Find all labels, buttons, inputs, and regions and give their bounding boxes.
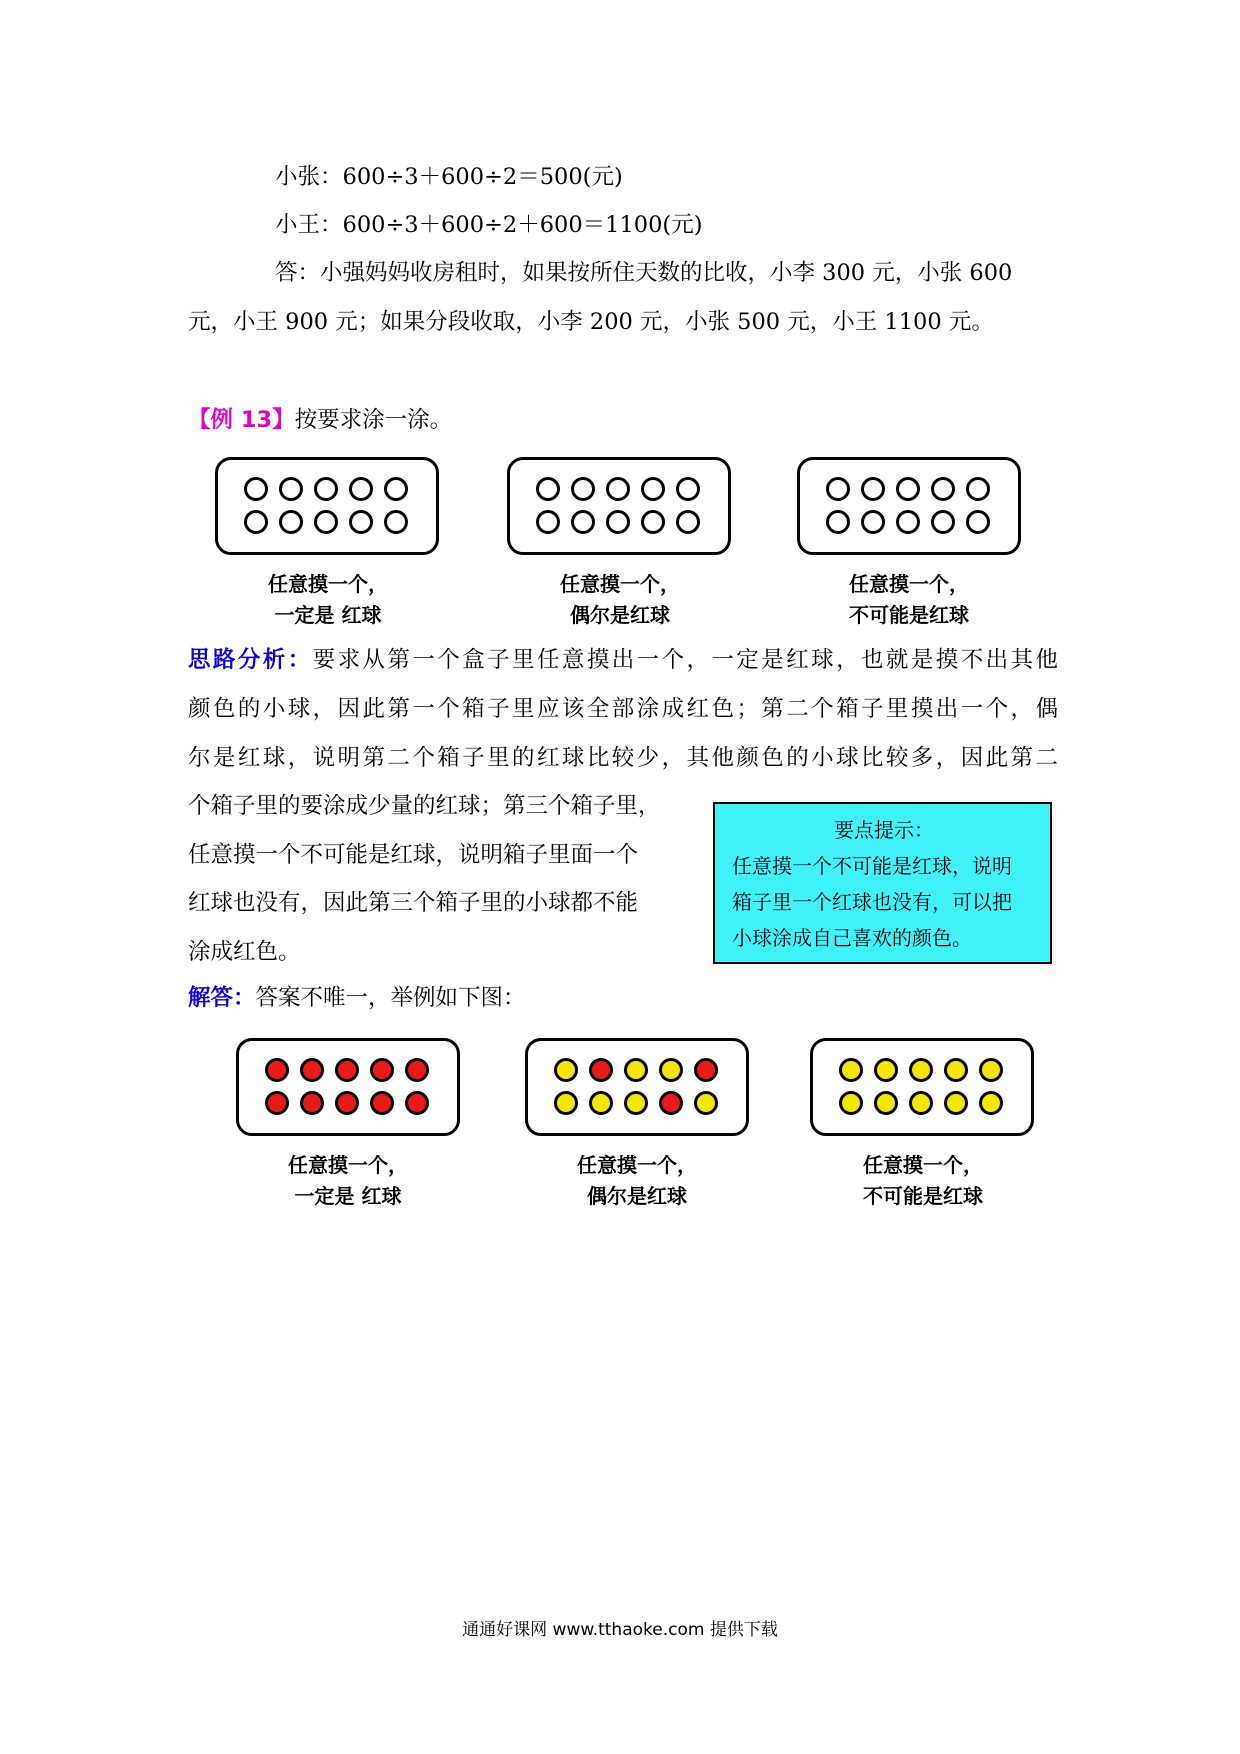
yellow-ball <box>839 1091 863 1115</box>
caption-line: 不可能是红球 <box>849 603 969 627</box>
caption-line: 任意摸一个， <box>560 572 680 596</box>
calc-line-wang: 小王：600÷3＋600÷2＋600＝1100(元) <box>275 212 703 238</box>
analysis-line-6: 红球也没有，因此第三个箱子里的小球都不能 <box>188 890 639 916</box>
answer-line-1: 答：小强妈妈收房租时，如果按所住天数的比收，小李 300 元，小张 600 <box>275 260 1013 286</box>
calc-line-zhang: 小张：600÷3＋600÷2＝500(元) <box>275 164 623 190</box>
yellow-ball <box>589 1091 613 1115</box>
caption-line: 任意摸一个， <box>577 1153 697 1177</box>
caption-line: 偶尔是红球 <box>587 1184 687 1208</box>
red-ball <box>335 1058 359 1082</box>
ball <box>641 477 665 501</box>
ball <box>314 477 338 501</box>
tip-box <box>713 802 1052 964</box>
ball <box>571 477 595 501</box>
answer-caption-3 <box>808 1150 1038 1212</box>
ball <box>536 510 560 534</box>
tip-line: 小球涂成自己喜欢的颜色。 <box>732 926 972 950</box>
yellow-ball <box>874 1091 898 1115</box>
red-ball <box>370 1091 394 1115</box>
caption-line: 不可能是红球 <box>863 1184 983 1208</box>
ball <box>571 510 595 534</box>
caption-line: 一定是 红球 <box>294 1184 402 1208</box>
ball <box>931 477 955 501</box>
yellow-ball <box>979 1058 1003 1082</box>
analysis-line-4: 个箱子里的要涂成少量的红球；第三个箱子里， <box>188 793 661 819</box>
tip-line: 任意摸一个不可能是红球，说明 <box>732 854 1012 878</box>
solution-heading <box>188 983 526 1013</box>
ball <box>384 477 408 501</box>
red-ball <box>265 1091 289 1115</box>
ball <box>966 477 990 501</box>
ball-grid <box>554 1058 718 1115</box>
ball <box>244 510 268 534</box>
ball <box>641 510 665 534</box>
yellow-ball <box>694 1091 718 1115</box>
yellow-ball <box>839 1058 863 1082</box>
caption-line: 任意摸一个， <box>849 572 969 596</box>
question-caption-2 <box>505 569 735 631</box>
ball <box>826 477 850 501</box>
question-box-3 <box>797 457 1021 555</box>
tip-title: 要点提示： <box>834 818 934 842</box>
question-box-1 <box>215 457 439 555</box>
footer-text: 通通好课网 www.tthaoke.com 提供下载 <box>462 1620 778 1640</box>
yellow-ball <box>909 1091 933 1115</box>
ball <box>384 510 408 534</box>
ball <box>314 510 338 534</box>
analysis-line-3: 尔是红球，说明第二个箱子里的红球比较少，其他颜色的小球比较多，因此第二 <box>188 745 1058 771</box>
yellow-ball <box>659 1058 683 1082</box>
ball <box>861 510 885 534</box>
yellow-ball <box>624 1058 648 1082</box>
yellow-ball <box>554 1091 578 1115</box>
answer-caption-1 <box>233 1150 463 1212</box>
question-caption-3 <box>794 569 1024 631</box>
ball <box>349 477 373 501</box>
answer-box-1 <box>236 1038 460 1136</box>
red-ball <box>335 1091 359 1115</box>
caption-line: 任意摸一个， <box>863 1153 983 1177</box>
red-ball <box>370 1058 394 1082</box>
ball <box>349 510 373 534</box>
caption-line: 任意摸一个， <box>268 572 388 596</box>
ball-grid <box>244 477 408 534</box>
tip-line: 箱子里一个红球也没有，可以把 <box>732 890 1012 914</box>
yellow-ball <box>624 1091 648 1115</box>
ball-grid <box>265 1058 429 1115</box>
example-heading <box>188 405 452 435</box>
analysis-line-7: 涂成红色。 <box>188 939 301 965</box>
yellow-ball <box>554 1058 578 1082</box>
yellow-ball <box>979 1091 1003 1115</box>
ball <box>606 477 630 501</box>
answer-line-2: 元，小王 900 元；如果分段收取，小李 200 元，小张 500 元，小王 1100 元。 <box>188 309 994 335</box>
ball <box>826 510 850 534</box>
question-box-2 <box>507 457 731 555</box>
ball <box>279 477 303 501</box>
analysis-line-1 <box>188 645 1058 675</box>
question-caption-1 <box>213 569 443 631</box>
example-label: 【例 13】 <box>188 407 295 433</box>
red-ball <box>265 1058 289 1082</box>
ball <box>896 477 920 501</box>
ball <box>676 510 700 534</box>
ball <box>606 510 630 534</box>
answer-box-3 <box>810 1038 1034 1136</box>
yellow-ball <box>944 1058 968 1082</box>
ball <box>244 477 268 501</box>
red-ball <box>659 1091 683 1115</box>
red-ball <box>300 1058 324 1082</box>
red-ball <box>300 1091 324 1115</box>
yellow-ball <box>874 1058 898 1082</box>
caption-line: 任意摸一个， <box>288 1153 408 1177</box>
answer-caption-2 <box>522 1150 752 1212</box>
ball <box>966 510 990 534</box>
answer-box-2 <box>525 1038 749 1136</box>
caption-line: 一定是 红球 <box>274 603 382 627</box>
analysis-text: 要求从第一个盒子里任意摸出一个，一定是红球，也就是摸不出其他 <box>312 647 1058 673</box>
red-ball <box>694 1058 718 1082</box>
ball <box>861 477 885 501</box>
ball <box>676 477 700 501</box>
solution-label: 解答： <box>188 985 256 1011</box>
yellow-ball <box>944 1091 968 1115</box>
analysis-label: 思路分析： <box>188 647 313 673</box>
ball <box>279 510 303 534</box>
ball-grid <box>839 1058 1003 1115</box>
solution-text: 答案不唯一，举例如下图： <box>255 985 526 1011</box>
yellow-ball <box>909 1058 933 1082</box>
ball-grid <box>826 477 990 534</box>
red-ball <box>405 1058 429 1082</box>
ball <box>896 510 920 534</box>
red-ball <box>405 1091 429 1115</box>
analysis-line-5: 任意摸一个不可能是红球，说明箱子里面一个 <box>188 842 639 868</box>
red-ball <box>589 1058 613 1082</box>
example-text: 按要求涂一涂。 <box>294 407 453 433</box>
ball <box>931 510 955 534</box>
ball <box>536 477 560 501</box>
caption-line: 偶尔是红球 <box>570 603 670 627</box>
ball-grid <box>536 477 700 534</box>
analysis-line-2: 颜色的小球，因此第一个箱子里应该全部涂成红色；第二个箱子里摸出一个，偶 <box>188 696 1058 722</box>
